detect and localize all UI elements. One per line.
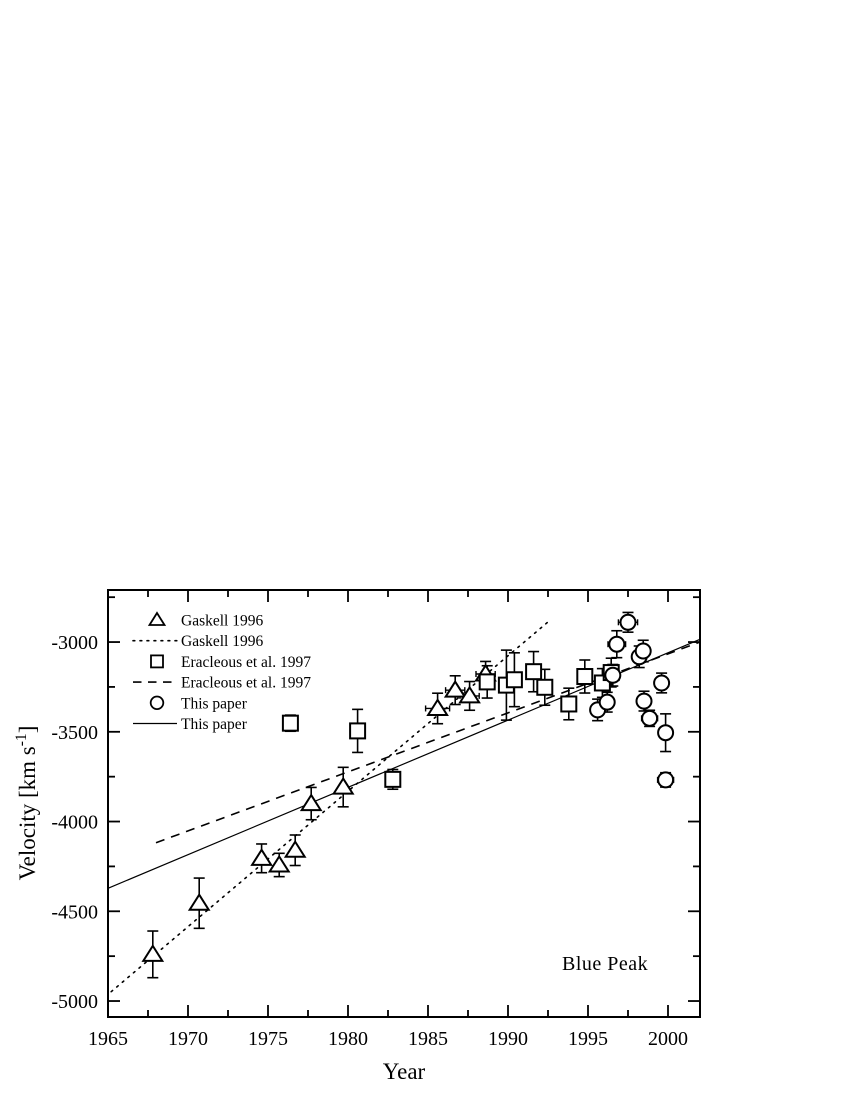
x-tick-label: 1975 — [248, 1028, 288, 1050]
circle-marker — [637, 694, 652, 709]
square-marker — [537, 680, 552, 695]
triangle-marker — [428, 700, 447, 715]
triangle-marker — [143, 946, 162, 961]
legend-row-gaskell-1996-triangle — [150, 613, 264, 630]
triangle-marker — [446, 682, 465, 697]
legend-row-this-paper-solid — [133, 716, 248, 733]
square-marker — [507, 672, 522, 687]
y-axis-title-bracket: ] — [14, 725, 40, 734]
x-tick-label: 1970 — [168, 1028, 208, 1050]
y-axis-title-exponent: -1 — [13, 733, 31, 747]
series-this-paper — [590, 615, 673, 788]
circle-marker — [621, 615, 636, 630]
error-bars-eracleous-et-al-1997 — [285, 650, 618, 789]
triangle-marker — [302, 795, 321, 810]
triangle-marker — [270, 856, 289, 871]
y-axis-title — [13, 726, 41, 881]
x-tick-label: 2000 — [648, 1028, 688, 1050]
x-tick-label: 1990 — [488, 1028, 528, 1050]
x-tick-label: 1980 — [328, 1028, 368, 1050]
square-marker — [480, 674, 495, 689]
x-tick-label: 1985 — [408, 1028, 448, 1050]
triangle-marker — [286, 842, 305, 857]
square-marker — [350, 723, 365, 738]
legend-label: Gaskell 1996 — [181, 612, 264, 630]
circle-marker — [600, 695, 615, 710]
circle-marker — [658, 725, 673, 740]
legend-square-marker — [151, 655, 163, 667]
square-marker — [577, 669, 592, 684]
legend-label: Eracleous et al. 1997 — [181, 653, 311, 671]
blue-peak-annotation: Blue Peak — [562, 953, 649, 975]
legend-row-eracleous-et-al-1997-dashed — [133, 675, 311, 692]
legend-row-this-paper-circle — [151, 695, 248, 712]
square-marker — [561, 696, 576, 711]
y-tick-label: -3000 — [51, 632, 98, 655]
square-marker — [283, 716, 298, 731]
circle-marker — [642, 711, 657, 726]
square-marker — [526, 664, 541, 679]
x-axis-title: Year — [382, 1059, 426, 1084]
y-tick-label: -4500 — [51, 901, 98, 924]
legend-label: This paper — [181, 695, 247, 713]
legend-label: This paper — [181, 716, 247, 733]
series-eracleous-et-al-1997 — [283, 664, 619, 787]
triangle-marker — [252, 850, 271, 865]
y-tick-label: -4000 — [51, 811, 98, 834]
y-tick-label: -3500 — [51, 721, 98, 744]
circle-marker — [605, 668, 620, 683]
y-tick-label: -5000 — [51, 991, 98, 1014]
circle-marker — [658, 772, 673, 787]
legend-circle-marker — [151, 697, 164, 710]
legend-label: Gaskell 1996 — [181, 633, 264, 651]
x-tick-label: 1995 — [568, 1028, 608, 1050]
legend-row-eracleous-et-al-1997-square — [151, 654, 311, 671]
circle-marker — [609, 637, 624, 652]
legend-triangle-marker — [150, 613, 165, 625]
legend-row-gaskell-1996-dotted — [133, 633, 263, 650]
legend-label: Eracleous et al. 1997 — [181, 674, 311, 692]
circle-marker — [654, 675, 669, 690]
tick-labels — [51, 632, 688, 1050]
circle-marker — [636, 644, 651, 659]
x-tick-label: 1965 — [88, 1028, 128, 1050]
square-marker — [385, 772, 400, 787]
y-axis-title-text: Velocity [km s — [14, 746, 40, 881]
triangle-marker — [190, 895, 209, 910]
